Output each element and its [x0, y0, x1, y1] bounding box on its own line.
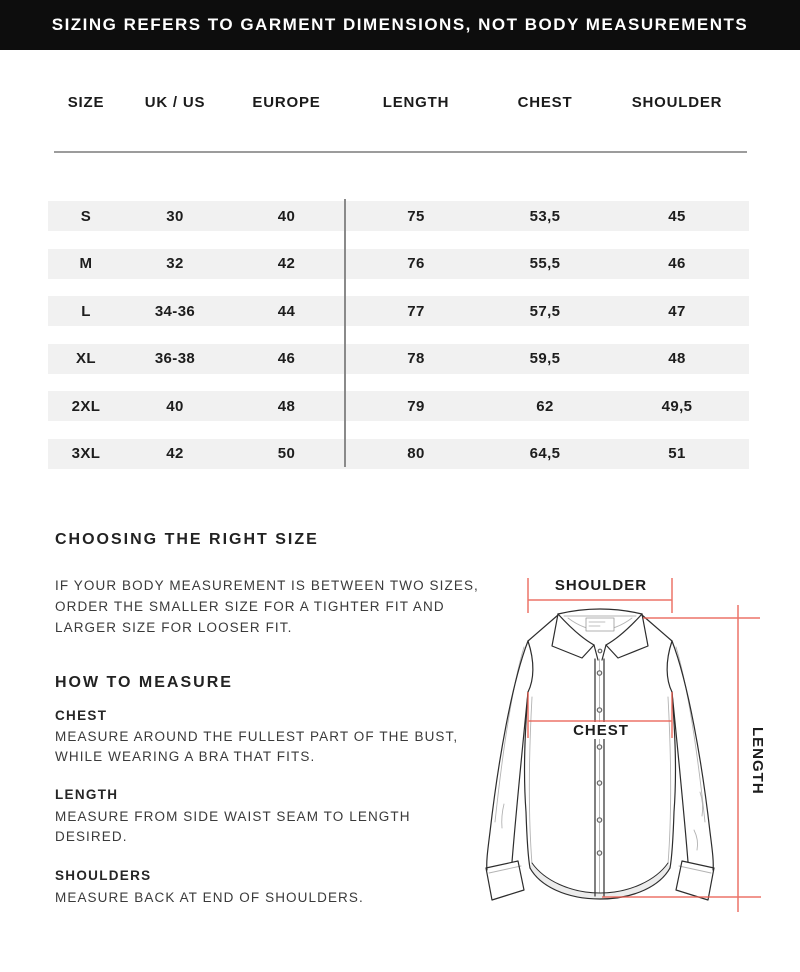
- size-cell: M: [79, 255, 93, 272]
- measure-chest-label: CHEST: [55, 708, 108, 723]
- table-row-l: [48, 296, 749, 326]
- column-header-europe: EUROPE: [252, 94, 321, 111]
- shirt-left-sleeve: [486, 641, 528, 900]
- europe-cell: 42: [277, 255, 296, 272]
- length-cell: 75: [407, 207, 425, 225]
- length-cell: 78: [407, 350, 425, 367]
- table-row-2xl: [48, 391, 749, 421]
- europe-cell: 48: [277, 397, 296, 415]
- size-cell: XL: [76, 350, 96, 367]
- europe-cell: 44: [277, 302, 296, 320]
- choosing-size-line-3: LARGER SIZE FOR LOOSER FIT.: [55, 620, 293, 635]
- shirt-body: [525, 641, 676, 899]
- shirt-care-label: [586, 618, 614, 631]
- column-header-chest: CHEST: [517, 94, 573, 111]
- length-cell: 79: [407, 397, 425, 415]
- size-table-header: [48, 94, 749, 111]
- chest-cell: 64,5: [529, 445, 561, 462]
- choosing-size-line-2: ORDER THE SMALLER SIZE FOR A TIGHTER FIT AND: [55, 599, 445, 614]
- length-cell: 80: [407, 445, 425, 462]
- shirt-hem-band: [530, 863, 670, 899]
- diagram-chest-label: [528, 722, 674, 739]
- table-row-s: [48, 201, 749, 231]
- size-cell: 3XL: [71, 445, 101, 462]
- size-cell: S: [80, 207, 92, 225]
- choosing-size-line-1: IF YOUR BODY MEASUREMENT IS BETWEEN TWO SIZES,: [55, 578, 479, 593]
- length-cell: 77: [407, 302, 425, 320]
- table-row-xl: [48, 344, 749, 374]
- europe-cell: 50: [277, 445, 296, 462]
- measure-length-line-2: DESIRED.: [55, 829, 128, 844]
- length-cell: 76: [407, 255, 425, 272]
- chest-cell: 55,5: [529, 255, 561, 272]
- how-to-measure-title: HOW TO MEASURE: [55, 674, 233, 691]
- column-header-size: SIZE: [67, 94, 105, 111]
- table-center-divider: [344, 199, 346, 467]
- diagram-shoulder-label: SHOULDER: [554, 577, 648, 594]
- ukus-cell: 36-38: [154, 350, 196, 367]
- measure-chest-line-1: MEASURE AROUND THE FULLEST PART OF THE BUST,: [55, 729, 459, 744]
- shoulder-cell: 49,5: [661, 397, 693, 415]
- diagram-length-label: LENGTH: [749, 727, 766, 795]
- ukus-cell: 34-36: [154, 302, 196, 320]
- diagram-chest-label-text: CHEST: [569, 722, 633, 739]
- choosing-size-title: CHOOSING THE RIGHT SIZE: [55, 531, 319, 548]
- measure-chest-line-2: WHILE WEARING A BRA THAT FITS.: [55, 749, 316, 764]
- chest-cell: 62: [536, 397, 554, 415]
- shoulder-cell: 45: [668, 207, 686, 225]
- shirt-drawing: [486, 609, 714, 900]
- column-header-shoulder: SHOULDER: [631, 94, 723, 111]
- ukus-cell: 40: [166, 397, 184, 415]
- measure-length-label: LENGTH: [55, 787, 119, 802]
- europe-cell: 46: [277, 350, 296, 367]
- shoulder-cell: 48: [668, 350, 686, 367]
- table-row-m: [48, 249, 749, 279]
- column-header-uk-us: UK / US: [144, 94, 206, 111]
- size-cell: L: [81, 302, 91, 320]
- chest-cell: 53,5: [529, 207, 561, 225]
- shirt-right-sleeve: [672, 641, 714, 900]
- measure-shoulders-line-1: MEASURE BACK AT END OF SHOULDERS.: [55, 890, 364, 905]
- shoulder-cell: 51: [668, 445, 686, 462]
- sizing-disclaimer-text: SIZING REFERS TO GARMENT DIMENSIONS, NOT BODY MEASUREMENTS: [51, 15, 749, 34]
- header-rule: [54, 151, 747, 153]
- ukus-cell: 42: [166, 445, 184, 462]
- size-table: [48, 201, 749, 469]
- shoulder-cell: 47: [668, 302, 686, 320]
- size-cell: 2XL: [71, 397, 101, 415]
- ukus-cell: 32: [166, 255, 184, 272]
- europe-cell: 40: [277, 207, 296, 225]
- measure-shoulders-label: SHOULDERS: [55, 868, 152, 883]
- shoulder-cell: 46: [668, 255, 686, 272]
- shirt-collar: [552, 609, 648, 660]
- measure-length-line-1: MEASURE FROM SIDE WAIST SEAM TO LENGTH: [55, 809, 411, 824]
- column-header-length: LENGTH: [382, 94, 450, 111]
- chest-cell: 57,5: [529, 302, 561, 320]
- table-row-3xl: [48, 439, 749, 469]
- sizing-disclaimer-banner: [0, 0, 800, 50]
- ukus-cell: 30: [166, 207, 184, 225]
- chest-cell: 59,5: [529, 350, 561, 367]
